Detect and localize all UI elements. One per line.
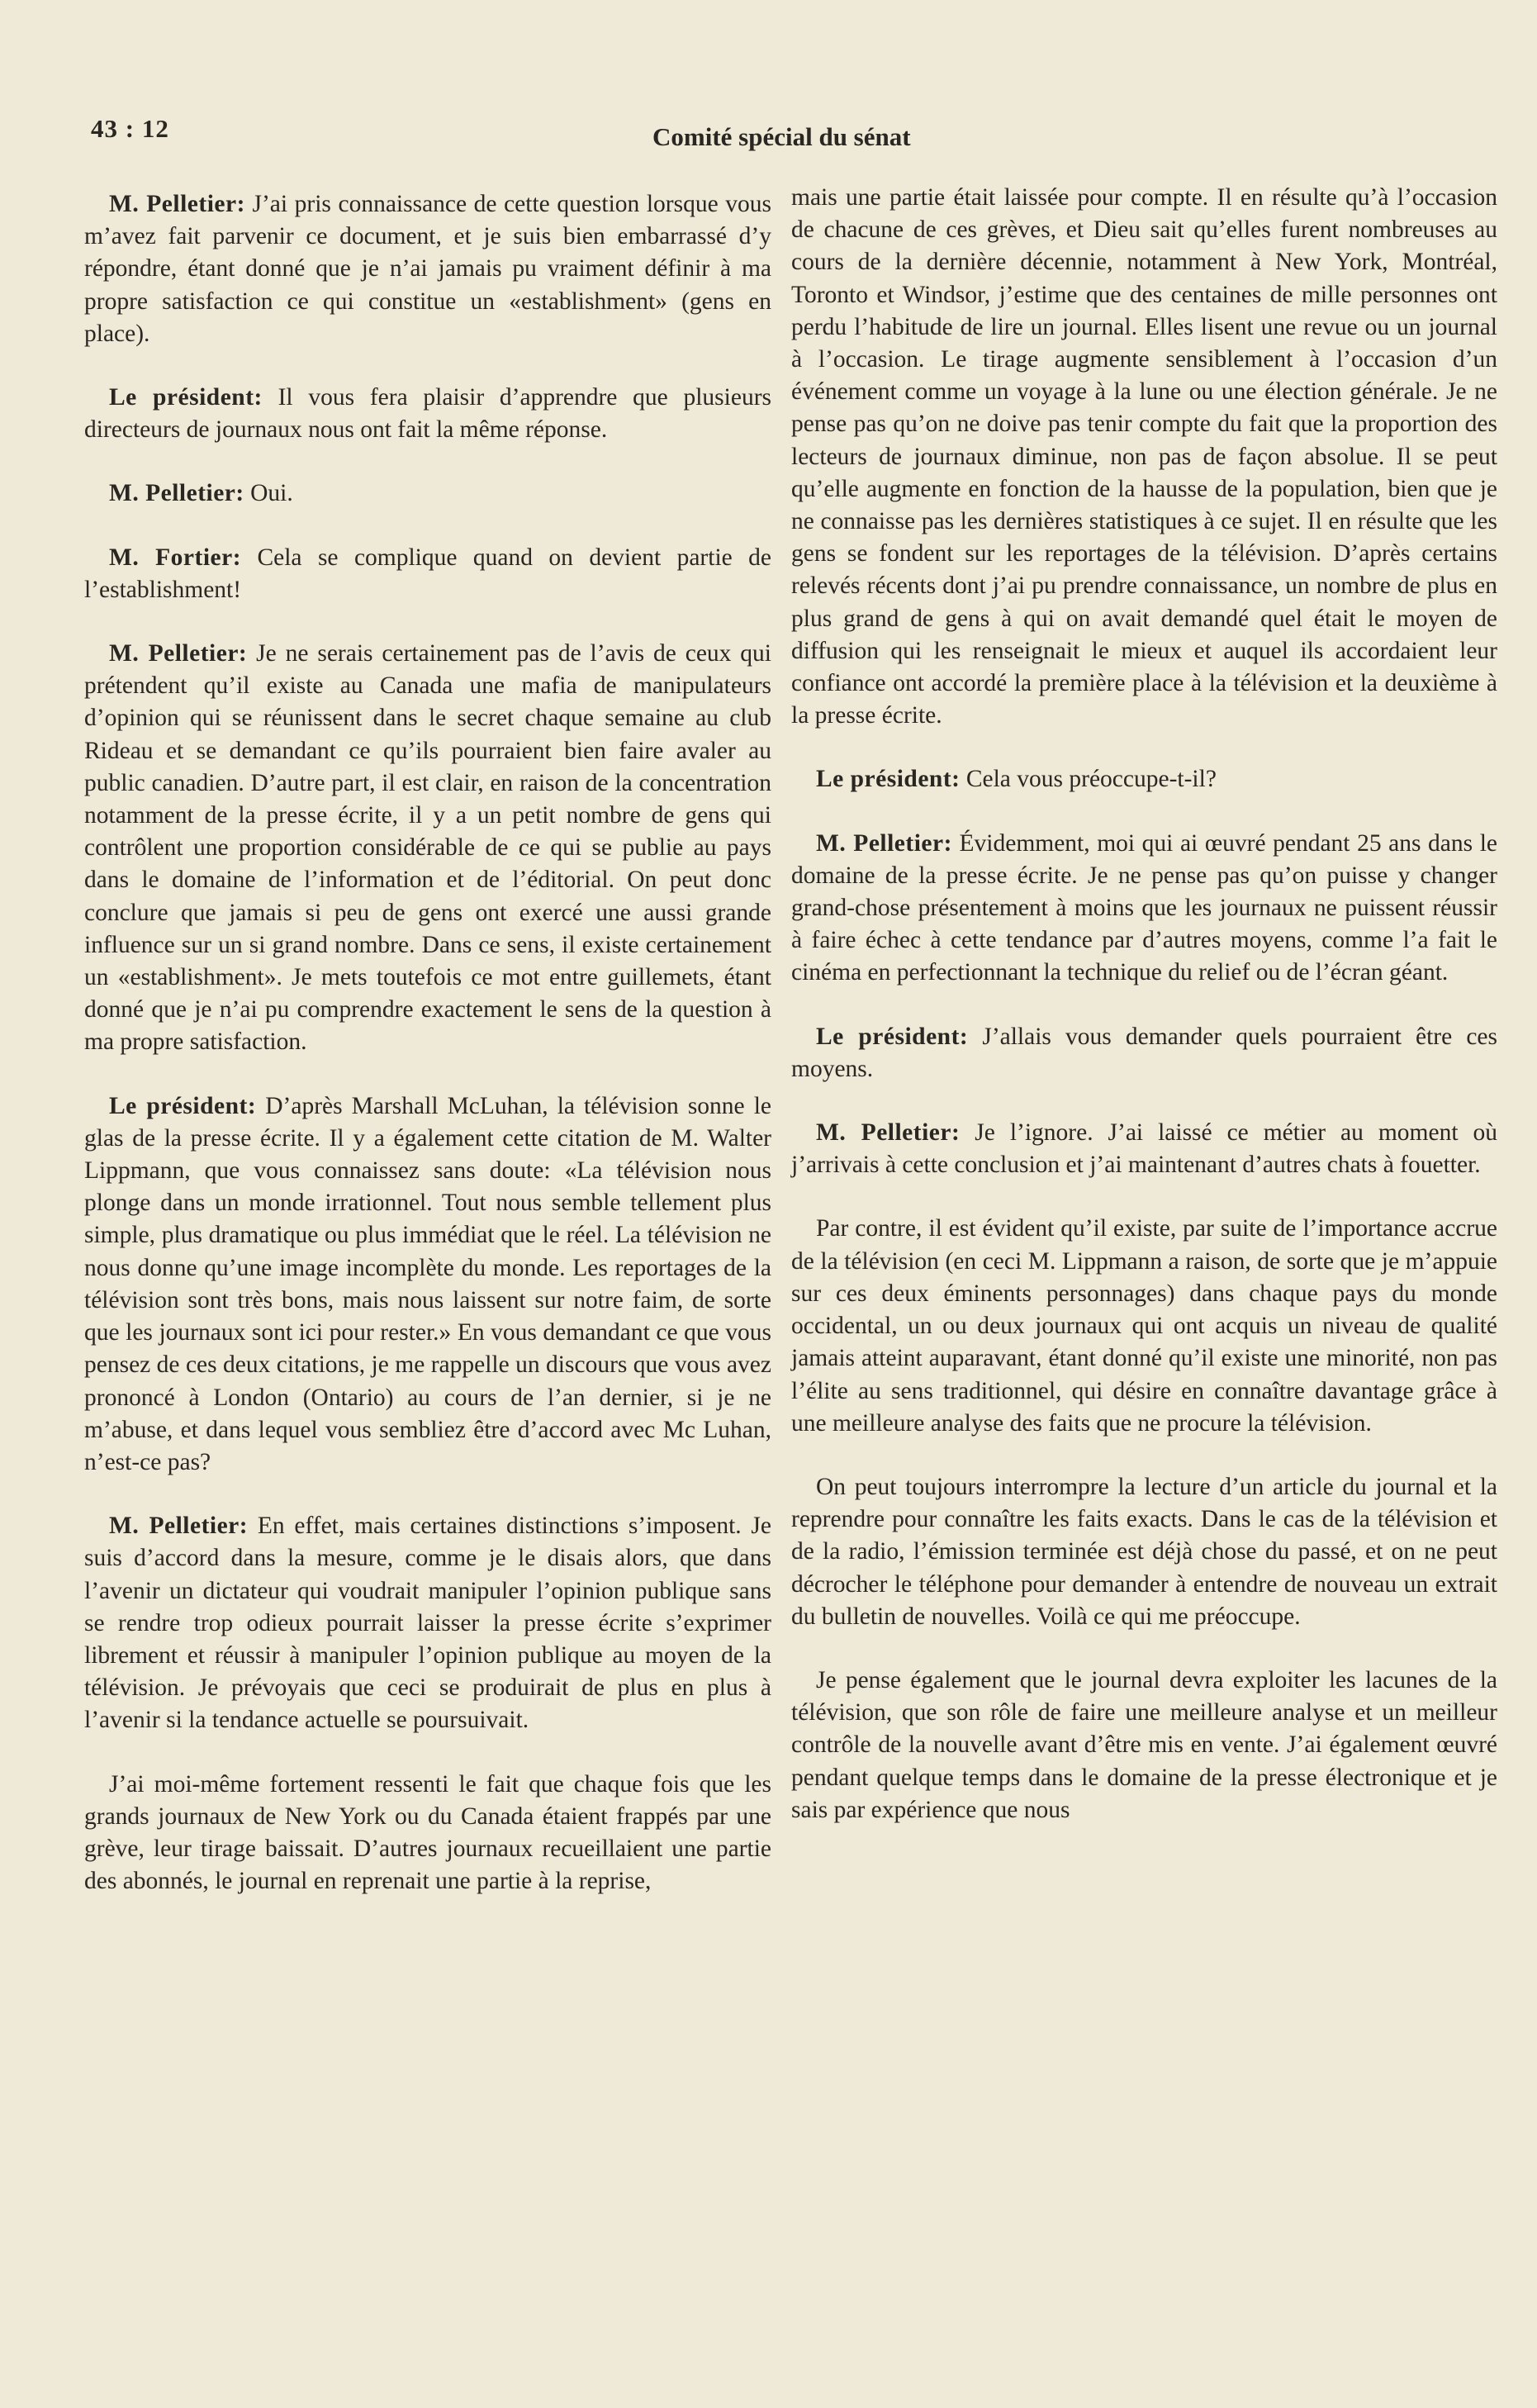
paragraph <box>791 1213 1497 1439</box>
paragraph-text: En effet, mais certaines distinctions s’imposent. Je suis d’accord dans la mesure, comme je le disais alors, que dans l’avenir un dictateur qui voudrait manipuler l’opinion publique sans se rendre trop odieux pourrait laisser la presse écrite s’exprimer librement et réussir à manipuler l’opinion publique au moyen de la télévision. Je prévoyais que ceci se produirait de plus en plus à l’avenir si la tendance actuelle se poursuivait. <box>84 1513 771 1734</box>
paragraph-text: Cela se complique quand on devient partie de l’establishment! <box>84 544 771 603</box>
speaker-label: M. Pelletier: <box>109 191 245 217</box>
speaker-label: Le président: <box>109 1092 257 1119</box>
paragraph-text: Je pense également que le journal devra exploiter les lacunes de la télévision, que son rôle de faire une meilleure analyse et un meilleur contrôle de la nouvelle avant d’être mis en vente. J’ai également œuvré pendant quelque temps dans le domaine de la presse électronique et je sais par expérience que nous <box>791 1666 1497 1823</box>
paragraph-text: J’ai moi-même fortement ressenti le fait que chaque fois que les grands journaux de New York ou du Canada étaient frappés par une grève, leur tirage baissait. D’autres journaux recueillaient une partie des abonnés, le journal en reprenait une partie à la reprise, <box>84 1770 771 1895</box>
speaker-label: M. Pelletier: <box>109 1513 249 1540</box>
paragraph <box>84 1769 771 1898</box>
paragraph <box>84 1090 771 1479</box>
paragraph <box>84 382 771 446</box>
paragraph-text: Oui. <box>250 480 293 507</box>
paragraph <box>791 182 1497 732</box>
paragraph <box>791 1117 1497 1181</box>
page-number: 43 : 12 <box>91 114 169 143</box>
paragraph <box>84 542 771 606</box>
paragraph <box>84 638 771 1059</box>
speaker-label: Le président: <box>816 1023 969 1050</box>
paragraph <box>84 188 771 350</box>
paragraph-text: Cela vous préoccupe-t-il? <box>965 766 1217 793</box>
paragraph <box>791 1021 1497 1085</box>
paragraph-text: mais une partie était laissée pour compte. Il en résulte qu’à l’occasion de chacune de ces grèves, et Dieu sait qu’elles furent nombreuses au cours de la dernière décennie, notamment à New York, Montréal, Toronto et Windsor, j’estime que des centaines de mille personnes ont perdu l’habitude de lire un journal. Elles lisent une revue ou un journal à l’occasion. Le tirage augmente sensiblement à l’occasion d’un événement comme un voyage à la lune ou une élection générale. Je ne pense pas qu’on ne doive pas tenir compte du fait que la proportion des lecteurs de journaux diminue, non pas de façon absolue. Il se peut qu’elle augmente en fonction de la hausse de la population, bien que je ne connaisse pas les dernières statistiques à ce sujet. Il en résulte que les gens se fondent sur les reportages de la télévision. D’après certains relevés récents dont j’ai pu prendre connaissance, un nombre de plus en plus grand de gens à qui on avait demandé quel était le moyen de diffusion qui les renseignait le mieux et auquel ils accordaient leur confiance ont accordé la première place à la télévision et la deuxième à la presse écrite. <box>791 184 1497 729</box>
paragraph-text: J’ai pris connaissance de cette question lorsque vous m’avez fait parvenir ce document, et je suis bien embarrassé d’y répondre, étant donné que je n’ai jamais pu vraiment définir à ma propre satisfaction ce qui constitue un «establishment» (gens en place). <box>84 191 771 347</box>
paragraph-text: Par contre, il est évident qu’il existe, par suite de l’importance accrue de la télévision (en ceci M. Lippmann a raison, de sorte que je m’appuie sur ces deux éminents personnages) dans chaque pays du monde occidental, un ou deux journaux qui ont acquis un niveau de qualité jamais atteint auparavant, étant donné qu’il existe une minorité, non pas l’élite au sens traditionnel, qui désire en connaître davantage grâce à une meilleure analyse des faits que ne procure la télévision. <box>791 1215 1497 1437</box>
paragraph-text: On peut toujours interrompre la lecture d’un article du journal et la reprendre pour connaître les faits exacts. Dans le cas de la télévision et de la radio, l’émission terminée est déjà chose du passé, et on ne peut décrocher le téléphone pour demander à entendre de nouveau un extrait du bulletin de nouvelles. Voilà ce qui me préoccupe. <box>791 1473 1497 1630</box>
paragraph <box>84 1510 771 1736</box>
paragraph <box>791 828 1497 990</box>
paragraph-text: J’allais vous demander quels pourraient être ces moyens. <box>791 1023 1498 1082</box>
speaker-label: M. Pelletier: <box>109 480 244 507</box>
left-column <box>84 188 771 1929</box>
speaker-label: Le président: <box>816 766 961 793</box>
speaker-label: M. Pelletier: <box>109 640 248 667</box>
paragraph <box>791 1665 1497 1826</box>
paragraph <box>791 1471 1497 1633</box>
speaker-label: M. Pelletier: <box>816 1119 961 1147</box>
speaker-label: Le président: <box>109 384 263 411</box>
speaker-label: M. Pelletier: <box>816 829 952 857</box>
right-column <box>791 182 1497 1858</box>
paragraph <box>84 477 771 510</box>
running-title: Comité spécial du sénat <box>652 122 911 151</box>
paragraph-text: D’après Marshall McLuhan, la télévision sonne le glas de la presse écrite. Il y a également cette citation de M. Walter Lippmann, que vous connaissez sans doute: «La télévision nous plonge dans un monde irrationnel. Tout nous semble tellement plus simple, plus dramatique ou plus immédiat que le réel. La télévision ne nous donne qu’une image incomplète du monde. Les reportages de la télévision sont très bons, mais nous laissent sur notre faim, de sorte que les journaux sont ici pour rester.» En vous demandant ce que vous pensez de ces deux citations, je me rappelle un discours que vous avez prononcé à London (Ontario) au cours de l’an dernier, si je ne m’abuse, et dans lequel vous sembliez être d’accord avec Mc Luhan, n’est-ce pas? <box>84 1092 771 1475</box>
paragraph-text: Je ne serais certainement pas de l’avis de ceux qui prétendent qu’il existe au Canada une mafia de manipulateurs d’opinion qui se réunissent dans le secret chaque semaine au club Rideau et se demandant ce qu’ils pourraient bien faire avaler au public canadien. D’autre part, il est clair, en raison de la concentration notamment de la presse écrite, il y a un petit nombre de gens qui contrôlent une proportion considérable de ce qui se publie au pays dans le domaine de l’information et de l’éditorial. On peut donc conclure que jamais si peu de gens ont exercé une aussi grande influence sur un si grand nombre. Dans ce sens, il existe certainement un «establishment». Je mets toutefois ce mot entre guillemets, étant donné que je n’ai pu comprendre exactement le sens de la question à ma propre satisfaction. <box>84 640 771 1056</box>
paragraph <box>791 763 1497 796</box>
paragraph-text: Je l’ignore. J’ai laissé ce métier au moment où j’arrivais à cette conclusion et j’ai maintenant d’autres chats à fouetter. <box>791 1119 1497 1179</box>
speaker-label: M. Fortier: <box>109 544 242 571</box>
paragraph-text: Évidemment, moi qui ai œuvré pendant 25 ans dans le domaine de la presse écrite. Je ne pense pas qu’on puisse y changer grand-chose présentement à moins que les journaux ne puissent réussir à faire échec à cette tendance par d’autres moyens, comme l’a fait le cinéma en perfectionnant la technique du relief ou de l’écran géant. <box>791 829 1497 986</box>
paragraph-text: Il vous fera plaisir d’apprendre que plusieurs directeurs de journaux nous ont fait la même réponse. <box>84 384 772 444</box>
